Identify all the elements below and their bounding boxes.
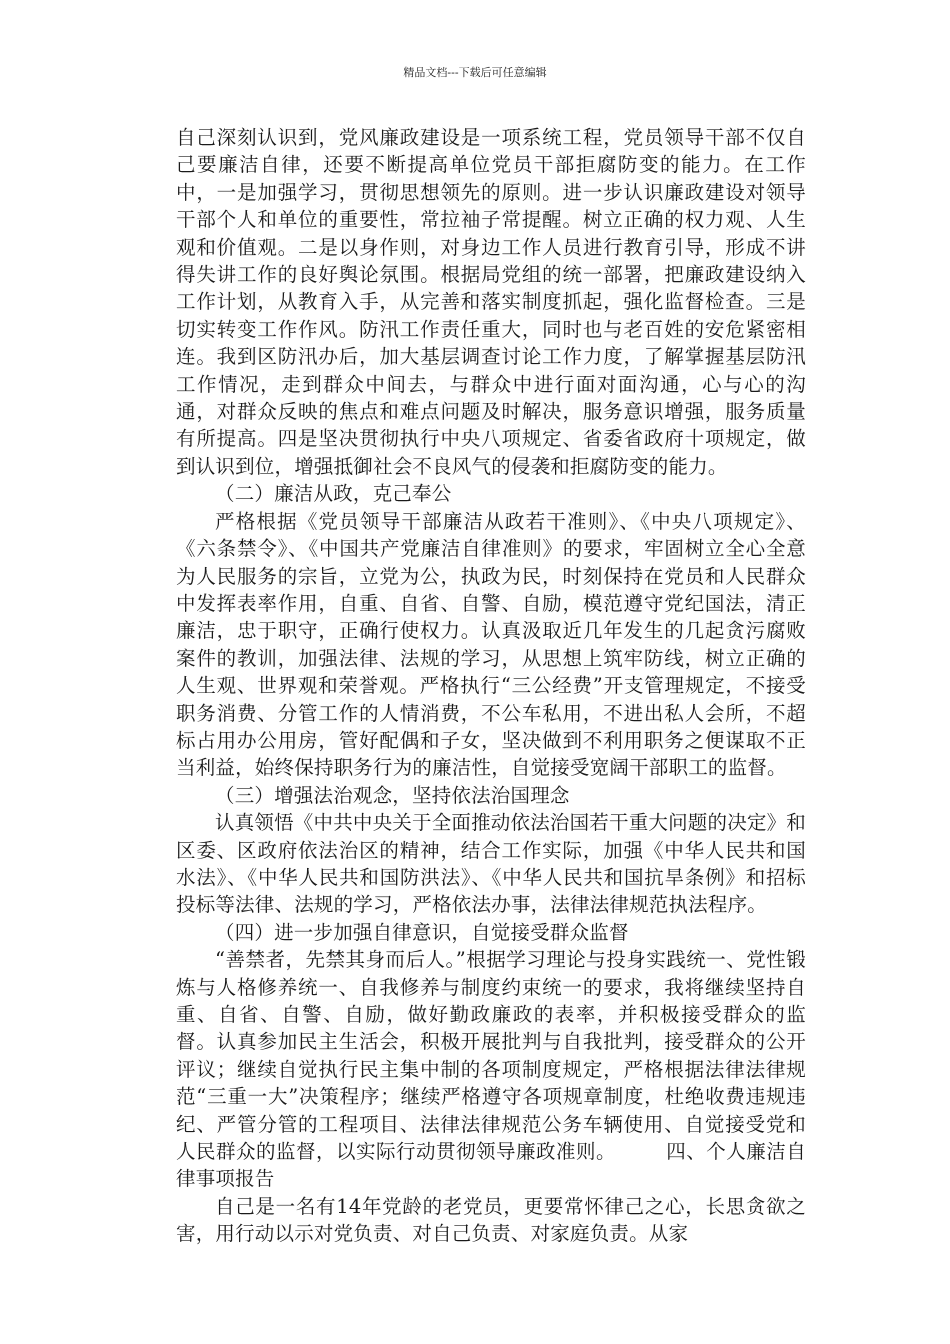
paragraph-integrity: 严格根据《党员领导干部廉洁从政若干准则》、《中央八项规定》、《六条禁令》、《中国共产党廉洁自律准则》的要求，牢固树立全心全意为人民服务的宗旨，立党为公，执政为民，时刻保持在党员和人民群众中发挥表率作用，自重、自省、自警、自励，模范遵守党纪国法，清正廉洁，忠于职守，正确行使权力。认真汲取近几年发生的几起贪污腐败案件的教训，加强法律、法规的学习，从思想上筑牢防线，树立正确的人生观、世界观和荣誉观。严格执行“三公经费”开支管理规定，不接受职务消费、分管工作的人情消费，不公车私用，不进出私人会所，不超标占用办公用房，管好配偶和子女，坚决做到不利用职务之便谋取不正当利益，始终保持职务行为的廉洁性，自觉接受宽阔干部职工的监督。 — [176, 509, 806, 780]
paragraph-rule-of-law: 认真领悟《中共中央关于全面推动依法治国若干重大问题的决定》和区委、区政府依法治区的精神，结合工作实际，加强《中华人民共和国水法》、《中华人民共和国防洪法》、《中华人民共和国抗旱条例》和招标投标等法律、法规的学习，严格依法办事，法律法律规范执法程序。 — [176, 811, 807, 917]
paragraph-self-awareness: 自己深刻认识到，党风廉政建设是一项系统工程，党员领导干部不仅自己要廉洁自律，还要不断提高单位党员干部拒腐防变的能力。在工作中，一是加强学习，贯彻思想领先的原则。进一步认识廉政建设对领导干部个人和单位的重要性，常拉袖子常提醒。树立正确的权力观、人生观和价值观。二是以身作则，对身边工作人员进行教育引导，形成不讲得失讲工作的良好舆论氛围。根据局党组的统一部署，把廉政建设纳入工作计划，从教育入手，从完善和落实制度抓起，强化监督检查。三是切实转变工作作风。防汛工作责任重大，同时也与老百姓的安危紧密相连。我到区防汛办后，加大基层调查讨论工作力度，了解掌握基层防汛工作情况，走到群众中间去，与群众中进行面对面沟通，心与心的沟通，对群众反映的焦点和难点问题及时解决，服务意识增强，服务质量有所提高。四是坚决贯彻执行中央八项规定、省委省政府十项规定，做到认识到位，增强抵御社会不良风气的侵袭和拒腐防变的能力。 — [176, 126, 806, 478]
section-heading-2: （二）廉洁从政，克己奉公 — [215, 482, 452, 506]
page-header: 精品文档---下载后可任意编辑 — [403, 66, 547, 79]
document-body — [176, 124, 806, 1248]
paragraph-personal-report: 自己是一名有14年党龄的老党员，更要常怀律己之心，长思贪欲之害，用行动以示对党负责、对自己负责、对家庭负责。从家 — [176, 1194, 806, 1246]
section-heading-3: （三）增强法治观念，坚持依法治国理念 — [215, 783, 570, 807]
paragraph-self-discipline: “善禁者，先禁其身而后人。”根据学习理论与投身实践统一、党性锻炼与人格修养统一、自我修养与制度约束统一的要求，我将继续坚持自重、自省、自警、自励，做好勤政廉政的表率，并积极接受群众的监督。认真参加民主生活会，积极开展批判与自我批判，接受群众的公开评议；继续自觉执行民主集中制的各项制度规定，严格根据法律法律规范“三重一大”决策程序；继续严格遵守各项规章制度，杜绝收费违规违纪、严管分管的工程项目、法律法律规范公务车辆使用、自觉接受党和人民群众的监督，以实际行动贯彻领导廉政准则。 四、个人廉洁自律事项报告 — [176, 948, 806, 1191]
section-heading-4: （四）进一步加强自律意识，自觉接受群众监督 — [215, 920, 629, 944]
